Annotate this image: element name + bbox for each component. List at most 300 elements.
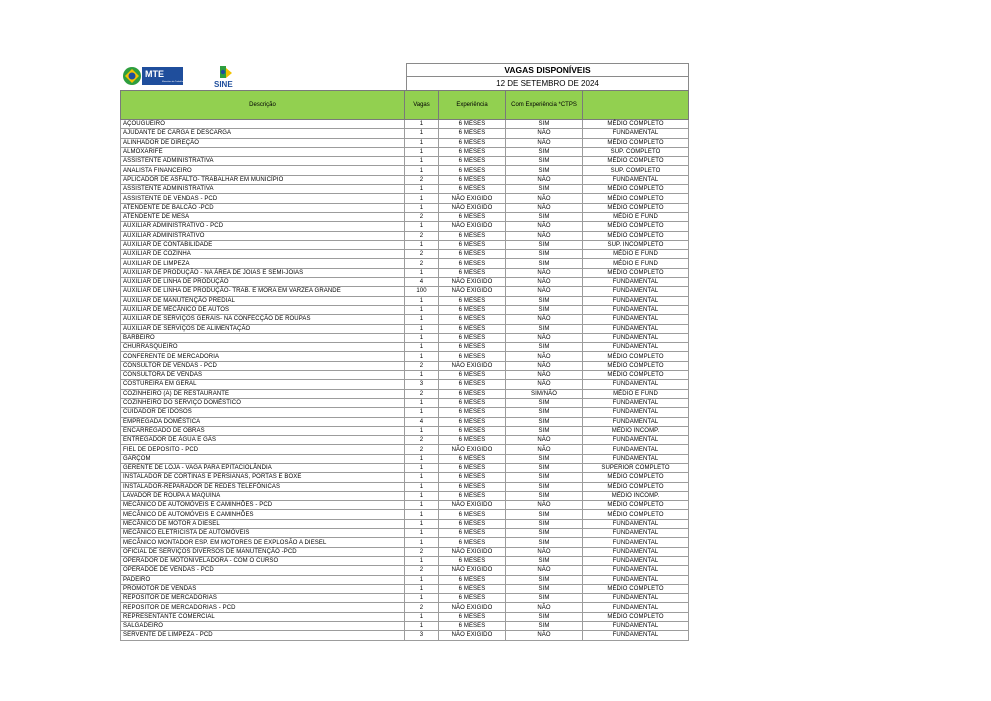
cell-escolaridade: FUNDAMENTAL <box>583 417 689 426</box>
table-row <box>121 250 689 259</box>
cell-descricao: AUXILIAR DE PRODUÇÃO - NA ÁREA DE JOIAS E SEMI-JOIAS <box>121 268 405 277</box>
cell-ctps: SIM <box>506 212 583 221</box>
cell-vagas: 1 <box>405 594 439 603</box>
cell-descricao: FIEL DE DEPOSITO - PCD <box>121 445 405 454</box>
cell-experiencia: 6 MESES <box>439 482 506 491</box>
logo-area <box>120 63 406 90</box>
cell-experiencia: 6 MESES <box>439 352 506 361</box>
column-header-escolaridade <box>583 91 689 120</box>
table-row <box>121 547 689 556</box>
cell-experiencia: 6 MESES <box>439 120 506 129</box>
cell-escolaridade: FUNDAMENTAL <box>583 296 689 305</box>
cell-vagas: 1 <box>405 203 439 212</box>
column-header-experiencia: Experiência <box>439 91 506 120</box>
cell-vagas: 4 <box>405 417 439 426</box>
cell-experiencia: 6 MESES <box>439 426 506 435</box>
cell-ctps: NÃO <box>506 436 583 445</box>
cell-vagas: 1 <box>405 333 439 342</box>
cell-descricao: MECÂNICO ELETRICISTA DE AUTOMÓVEIS <box>121 529 405 538</box>
table-row <box>121 380 689 389</box>
cell-ctps: SIM <box>506 185 583 194</box>
cell-vagas: 1 <box>405 501 439 510</box>
cell-escolaridade: FUNDAMENTAL <box>583 324 689 333</box>
table-row <box>121 436 689 445</box>
cell-ctps: NÃO <box>506 278 583 287</box>
cell-descricao: ALINHADOR DE DIREÇÃO <box>121 138 405 147</box>
cell-escolaridade: MÉDIO INCOMP. <box>583 426 689 435</box>
cell-experiencia: NÃO EXIGIDO <box>439 603 506 612</box>
cell-ctps: SIM <box>506 296 583 305</box>
cell-experiencia: 6 MESES <box>439 371 506 380</box>
cell-vagas: 1 <box>405 129 439 138</box>
cell-vagas: 2 <box>405 566 439 575</box>
cell-escolaridade: SUPERIOR COMPLETO <box>583 463 689 472</box>
cell-experiencia: 6 MESES <box>439 408 506 417</box>
cell-vagas: 1 <box>405 622 439 631</box>
cell-descricao: MECÂNICO DE MOTOR A DIESEL <box>121 519 405 528</box>
cell-vagas: 100 <box>405 287 439 296</box>
cell-vagas: 1 <box>405 510 439 519</box>
cell-descricao: ASSISTENTE DE VENDAS - PCD <box>121 194 405 203</box>
cell-escolaridade: FUNDAMENTAL <box>583 603 689 612</box>
cell-vagas: 2 <box>405 603 439 612</box>
table-row <box>121 129 689 138</box>
cell-descricao: AUXILIAR DE COZINHA <box>121 250 405 259</box>
cell-experiencia: 6 MESES <box>439 212 506 221</box>
cell-vagas: 2 <box>405 361 439 370</box>
cell-ctps: NÃO <box>506 268 583 277</box>
cell-ctps: SIM <box>506 417 583 426</box>
cell-escolaridade: MÉDIO E FUND <box>583 259 689 268</box>
cell-descricao: AUXILIAR DE LIMPEZA <box>121 259 405 268</box>
cell-vagas: 1 <box>405 138 439 147</box>
cell-experiencia: 6 MESES <box>439 510 506 519</box>
cell-escolaridade: MÉDIO COMPLETO <box>583 473 689 482</box>
cell-escolaridade: MÉDIO COMPLETO <box>583 361 689 370</box>
cell-escolaridade: FUNDAMENTAL <box>583 529 689 538</box>
cell-descricao: CHURRASQUEIRO <box>121 343 405 352</box>
cell-descricao: AUXILIAR DE MANUTENÇÃO PREDIAL <box>121 296 405 305</box>
cell-escolaridade: FUNDAMENTAL <box>583 566 689 575</box>
table-row <box>121 352 689 361</box>
cell-vagas: 1 <box>405 343 439 352</box>
cell-experiencia: 6 MESES <box>439 324 506 333</box>
cell-experiencia: 6 MESES <box>439 491 506 500</box>
cell-escolaridade: FUNDAMENTAL <box>583 315 689 324</box>
cell-descricao: PROMOTOR DE VENDAS <box>121 584 405 593</box>
cell-vagas: 3 <box>405 380 439 389</box>
cell-experiencia: NÃO EXIGIDO <box>439 194 506 203</box>
table-row <box>121 454 689 463</box>
table-row <box>121 343 689 352</box>
cell-ctps: NÃO <box>506 175 583 184</box>
cell-descricao: COZINHEIRO DO SERVIÇO DOMÉSTICO <box>121 398 405 407</box>
cell-vagas: 1 <box>405 482 439 491</box>
table-row <box>121 175 689 184</box>
table-row <box>121 584 689 593</box>
cell-vagas: 1 <box>405 473 439 482</box>
cell-descricao: BARBEIRO <box>121 333 405 342</box>
cell-escolaridade: SUP. COMPLETO <box>583 166 689 175</box>
cell-descricao: AUXILIAR DE SERVIÇOS GERAIS- NA CONFECÇÃO DE ROUPAS <box>121 315 405 324</box>
table-row <box>121 305 689 314</box>
cell-descricao: ASSISTENTE ADMINISTRATIVA <box>121 185 405 194</box>
cell-vagas: 4 <box>405 278 439 287</box>
table-row <box>121 519 689 528</box>
cell-ctps: NÃO <box>506 194 583 203</box>
cell-descricao: OPERADOR DE MOTONIVELADORA - COM O CURSO <box>121 556 405 565</box>
cell-experiencia: 6 MESES <box>439 529 506 538</box>
cell-experiencia: 6 MESES <box>439 259 506 268</box>
cell-escolaridade: MÉDIO COMPLETO <box>583 501 689 510</box>
cell-ctps: SIM <box>506 622 583 631</box>
cell-vagas: 1 <box>405 324 439 333</box>
cell-ctps: SIM <box>506 556 583 565</box>
cell-ctps: SIM <box>506 538 583 547</box>
cell-descricao: CONSULTORA DE VENDAS <box>121 371 405 380</box>
cell-vagas: 1 <box>405 120 439 129</box>
cell-vagas: 2 <box>405 250 439 259</box>
cell-ctps: SIM <box>506 250 583 259</box>
table-row <box>121 361 689 370</box>
cell-descricao: MECÂNICO DE AUTOMÓVEIS E CAMINHÕES <box>121 510 405 519</box>
cell-experiencia: NÃO EXIGIDO <box>439 547 506 556</box>
cell-escolaridade: SUP. INCOMPLETO <box>583 240 689 249</box>
cell-vagas: 1 <box>405 185 439 194</box>
sine-logo-icon <box>212 64 240 89</box>
cell-vagas: 1 <box>405 157 439 166</box>
cell-experiencia: 6 MESES <box>439 436 506 445</box>
cell-vagas: 3 <box>405 631 439 640</box>
cell-ctps: SIM/NÃO <box>506 389 583 398</box>
cell-vagas: 1 <box>405 454 439 463</box>
cell-vagas: 1 <box>405 556 439 565</box>
table-row <box>121 426 689 435</box>
table-row <box>121 501 689 510</box>
table-row <box>121 538 689 547</box>
cell-escolaridade: FUNDAMENTAL <box>583 575 689 584</box>
cell-experiencia: 6 MESES <box>439 315 506 324</box>
cell-experiencia: 6 MESES <box>439 454 506 463</box>
cell-ctps: SIM <box>506 482 583 491</box>
table-row <box>121 417 689 426</box>
table-row <box>121 622 689 631</box>
table-row <box>121 185 689 194</box>
cell-experiencia: 6 MESES <box>439 584 506 593</box>
table-header-row <box>121 91 689 120</box>
cell-experiencia: 6 MESES <box>439 575 506 584</box>
cell-experiencia: 6 MESES <box>439 268 506 277</box>
cell-experiencia: 6 MESES <box>439 417 506 426</box>
cell-escolaridade: MÉDIO COMPLETO <box>583 612 689 621</box>
cell-escolaridade: FUNDAMENTAL <box>583 594 689 603</box>
cell-vagas: 2 <box>405 175 439 184</box>
table-row <box>121 445 689 454</box>
table-row <box>121 333 689 342</box>
cell-experiencia: 6 MESES <box>439 138 506 147</box>
sine-logo-text: SINE <box>214 80 233 89</box>
cell-experiencia: 6 MESES <box>439 612 506 621</box>
table-row <box>121 147 689 156</box>
cell-vagas: 1 <box>405 371 439 380</box>
cell-vagas: 1 <box>405 529 439 538</box>
cell-descricao: OPERADOE DE VENDAS - PCD <box>121 566 405 575</box>
cell-descricao: ASSISTENTE ADMINISTRATIVA <box>121 157 405 166</box>
cell-escolaridade: FUNDAMENTAL <box>583 287 689 296</box>
cell-experiencia: 6 MESES <box>439 556 506 565</box>
page-date: 12 DE SETEMBRO DE 2024 <box>496 79 599 88</box>
table-row <box>121 315 689 324</box>
cell-experiencia: NÃO EXIGIDO <box>439 361 506 370</box>
cell-descricao: CUIDADOR DE IDOSOS <box>121 408 405 417</box>
cell-escolaridade: MÉDIO COMPLETO <box>583 231 689 240</box>
cell-escolaridade: SUP. COMPLETO <box>583 147 689 156</box>
title-box <box>406 63 689 90</box>
page-title: VAGAS DISPONÍVEIS <box>407 64 688 77</box>
cell-ctps: SIM <box>506 343 583 352</box>
cell-descricao: AJUDANTE DE CARGA E DESCARGA <box>121 129 405 138</box>
cell-ctps: SIM <box>506 463 583 472</box>
cell-vagas: 2 <box>405 259 439 268</box>
cell-ctps: NÃO <box>506 566 583 575</box>
cell-vagas: 1 <box>405 538 439 547</box>
table-row <box>121 529 689 538</box>
cell-experiencia: 6 MESES <box>439 473 506 482</box>
cell-vagas: 1 <box>405 491 439 500</box>
cell-vagas: 1 <box>405 408 439 417</box>
cell-ctps: SIM <box>506 584 583 593</box>
table-body <box>121 120 689 641</box>
cell-descricao: AUXILIAR DE SERVIÇOS DE ALIMENTAÇÃO <box>121 324 405 333</box>
cell-vagas: 1 <box>405 222 439 231</box>
cell-ctps: SIM <box>506 473 583 482</box>
cell-vagas: 2 <box>405 389 439 398</box>
cell-vagas: 1 <box>405 398 439 407</box>
cell-escolaridade: FUNDAMENTAL <box>583 622 689 631</box>
table-row <box>121 575 689 584</box>
cell-descricao: CONFERENTE DE MERCADORIA <box>121 352 405 361</box>
table-row <box>121 120 689 129</box>
cell-descricao: CONSULTOR DE VENDAS - PCD <box>121 361 405 370</box>
cell-vagas: 1 <box>405 426 439 435</box>
cell-ctps: SIM <box>506 408 583 417</box>
cell-ctps: NÃO <box>506 231 583 240</box>
cell-ctps: SIM <box>506 324 583 333</box>
table-row <box>121 566 689 575</box>
cell-experiencia: NÃO EXIGIDO <box>439 222 506 231</box>
cell-escolaridade: FUNDAMENTAL <box>583 343 689 352</box>
cell-descricao: ENTREGADOR DE ÁGUA E GÁS <box>121 436 405 445</box>
table-row <box>121 603 689 612</box>
cell-ctps: NÃO <box>506 361 583 370</box>
cell-escolaridade: FUNDAMENTAL <box>583 380 689 389</box>
cell-escolaridade: FUNDAMENTAL <box>583 278 689 287</box>
cell-escolaridade: MÉDIO COMPLETO <box>583 120 689 129</box>
cell-escolaridade: FUNDAMENTAL <box>583 547 689 556</box>
cell-ctps: SIM <box>506 305 583 314</box>
cell-escolaridade: MÉDIO E FUND <box>583 250 689 259</box>
cell-experiencia: 6 MESES <box>439 398 506 407</box>
cell-escolaridade: MÉDIO COMPLETO <box>583 194 689 203</box>
table-row <box>121 371 689 380</box>
cell-vagas: 1 <box>405 463 439 472</box>
cell-vagas: 2 <box>405 212 439 221</box>
cell-vagas: 2 <box>405 231 439 240</box>
cell-escolaridade: MÉDIO COMPLETO <box>583 268 689 277</box>
cell-escolaridade: MÉDIO E FUND <box>583 212 689 221</box>
cell-ctps: SIM <box>506 240 583 249</box>
cell-descricao: ATENDENTE DE BALCÃO -PCD <box>121 203 405 212</box>
cell-ctps: SIM <box>506 157 583 166</box>
table-row <box>121 491 689 500</box>
cell-ctps: NÃO <box>506 371 583 380</box>
cell-ctps: SIM <box>506 166 583 175</box>
cell-ctps: NÃO <box>506 287 583 296</box>
cell-descricao: INSTALADOR DE CORTINAS E PERSIANAS, PORTAS E BOXE <box>121 473 405 482</box>
table-row <box>121 482 689 491</box>
cell-experiencia: 6 MESES <box>439 231 506 240</box>
cell-escolaridade: MÉDIO COMPLETO <box>583 203 689 212</box>
cell-descricao: INSTALADOR-REPARADOR DE REDES TELEFÔNICAS <box>121 482 405 491</box>
cell-ctps: NÃO <box>506 631 583 640</box>
cell-ctps: NÃO <box>506 501 583 510</box>
cell-escolaridade: FUNDAMENTAL <box>583 631 689 640</box>
cell-descricao: ENCARREGADO DE OBRAS <box>121 426 405 435</box>
cell-descricao: COSTUREIRA EM GERAL <box>121 380 405 389</box>
cell-ctps: SIM <box>506 575 583 584</box>
cell-escolaridade: MÉDIO COMPLETO <box>583 138 689 147</box>
cell-escolaridade: FUNDAMENTAL <box>583 538 689 547</box>
cell-experiencia: 6 MESES <box>439 463 506 472</box>
cell-descricao: AUXILIAR ADMINISTRATIVO <box>121 231 405 240</box>
cell-ctps: NÃO <box>506 352 583 361</box>
table-row <box>121 594 689 603</box>
cell-ctps: NÃO <box>506 445 583 454</box>
table-row <box>121 408 689 417</box>
cell-escolaridade: MÉDIO COMPLETO <box>583 510 689 519</box>
cell-descricao: MECÂNICO MONTADOR ESP. EM MOTORES DE EXPLOSÃO A DIESEL <box>121 538 405 547</box>
cell-escolaridade: FUNDAMENTAL <box>583 305 689 314</box>
cell-experiencia: 6 MESES <box>439 129 506 138</box>
cell-ctps: SIM <box>506 491 583 500</box>
cell-descricao: ATENDENTE DE MESA <box>121 212 405 221</box>
cell-escolaridade: FUNDAMENTAL <box>583 436 689 445</box>
cell-vagas: 1 <box>405 315 439 324</box>
table-row <box>121 259 689 268</box>
table-row <box>121 612 689 621</box>
table-row <box>121 510 689 519</box>
cell-descricao: SALGADEIRO <box>121 622 405 631</box>
table-row <box>121 389 689 398</box>
cell-escolaridade: MÉDIO COMPLETO <box>583 222 689 231</box>
cell-descricao: REPOSITOR DE MERCADORIAS - PCD <box>121 603 405 612</box>
mte-logo-text: MTE <box>145 69 164 79</box>
cell-vagas: 1 <box>405 584 439 593</box>
cell-ctps: SIM <box>506 120 583 129</box>
cell-escolaridade: FUNDAMENTAL <box>583 333 689 342</box>
cell-descricao: ALMOXARIFE <box>121 147 405 156</box>
cell-escolaridade: MÉDIO COMPLETO <box>583 185 689 194</box>
cell-ctps: NÃO <box>506 129 583 138</box>
cell-experiencia: 6 MESES <box>439 166 506 175</box>
cell-descricao: COZINHEIRO (A) DE RESTAURANTE <box>121 389 405 398</box>
cell-ctps: NÃO <box>506 315 583 324</box>
cell-experiencia: 6 MESES <box>439 240 506 249</box>
cell-experiencia: 6 MESES <box>439 157 506 166</box>
cell-vagas: 1 <box>405 612 439 621</box>
table-row <box>121 287 689 296</box>
cell-descricao: AUXILIAR DE CONTABILIDADE <box>121 240 405 249</box>
cell-experiencia: 6 MESES <box>439 333 506 342</box>
cell-descricao: AUXILIAR DE LINHA DE PRODUÇÃO- TRAB. E MORA EM VARZEA GRANDE <box>121 287 405 296</box>
table-row <box>121 278 689 287</box>
table-row <box>121 203 689 212</box>
cell-descricao: LAVADOR DE ROUPA A MAQUINA <box>121 491 405 500</box>
cell-vagas: 1 <box>405 240 439 249</box>
cell-ctps: NÃO <box>506 333 583 342</box>
cell-experiencia: 6 MESES <box>439 519 506 528</box>
table-row <box>121 240 689 249</box>
cell-ctps: NÃO <box>506 603 583 612</box>
cell-ctps: SIM <box>506 612 583 621</box>
cell-experiencia: 6 MESES <box>439 343 506 352</box>
sheet-header <box>120 63 688 90</box>
cell-descricao: PADEIRO <box>121 575 405 584</box>
cell-experiencia: 6 MESES <box>439 622 506 631</box>
column-header-ctps: Com Experiência *CTPS <box>506 91 583 120</box>
cell-escolaridade: FUNDAMENTAL <box>583 519 689 528</box>
cell-escolaridade: MÉDIO COMPLETO <box>583 371 689 380</box>
cell-descricao: GARÇOM <box>121 454 405 463</box>
cell-experiencia: NÃO EXIGIDO <box>439 566 506 575</box>
cell-ctps: NÃO <box>506 380 583 389</box>
cell-descricao: ANALISTA FINANCEIRO <box>121 166 405 175</box>
cell-escolaridade: MÉDIO COMPLETO <box>583 584 689 593</box>
cell-descricao: AUXILIAR DE MECÂNICO DE AUTOS <box>121 305 405 314</box>
cell-ctps: SIM <box>506 510 583 519</box>
cell-experiencia: NÃO EXIGIDO <box>439 501 506 510</box>
table-row <box>121 231 689 240</box>
cell-descricao: REPRESENTANTE COMERCIAL <box>121 612 405 621</box>
cell-escolaridade: MÉDIO COMPLETO <box>583 157 689 166</box>
table-row <box>121 324 689 333</box>
cell-experiencia: 6 MESES <box>439 185 506 194</box>
cell-ctps: NÃO <box>506 203 583 212</box>
table-row <box>121 157 689 166</box>
cell-descricao: MECÂNICO DE AUTOMÓVEIS E CAMINHÕES - PCD <box>121 501 405 510</box>
table-row <box>121 556 689 565</box>
cell-vagas: 2 <box>405 436 439 445</box>
column-header-vagas: Vagas <box>405 91 439 120</box>
table-row <box>121 194 689 203</box>
cell-ctps: SIM <box>506 426 583 435</box>
cell-experiencia: 6 MESES <box>439 250 506 259</box>
cell-descricao: REPOSITOR DE MERCADORIAS <box>121 594 405 603</box>
table-row <box>121 398 689 407</box>
cell-vagas: 2 <box>405 547 439 556</box>
cell-escolaridade: FUNDAMENTAL <box>583 408 689 417</box>
cell-vagas: 1 <box>405 194 439 203</box>
cell-escolaridade: MÉDIO COMPLETO <box>583 482 689 491</box>
cell-ctps: SIM <box>506 259 583 268</box>
cell-experiencia: 6 MESES <box>439 594 506 603</box>
cell-ctps: SIM <box>506 454 583 463</box>
cell-ctps: SIM <box>506 594 583 603</box>
job-vacancy-sheet <box>120 63 688 641</box>
cell-escolaridade: FUNDAMENTAL <box>583 129 689 138</box>
cell-descricao: AÇOUGUEIRO <box>121 120 405 129</box>
table-row <box>121 631 689 640</box>
